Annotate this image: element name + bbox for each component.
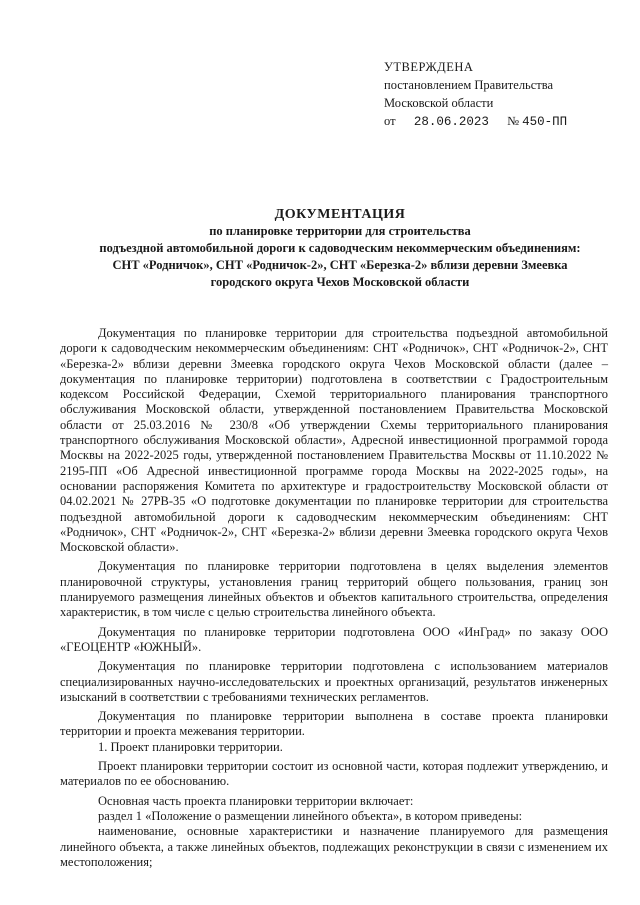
- approval-line-1: постановлением Правительства: [384, 78, 554, 92]
- title-line-1: ДОКУМЕНТАЦИЯ: [274, 207, 406, 222]
- title-line-2: по планировке территории для строительства: [209, 224, 471, 238]
- approval-number-sign: №: [507, 114, 520, 128]
- paragraph-3: Документация по планировке территории подготовлена ООО «ИнГрад» по заказу ООО «ГЕОЦЕНТР «ЮЖНЫЙ».: [60, 624, 608, 654]
- paragraph-6: 1. Проект планировки территории.: [98, 739, 283, 754]
- approval-block: [384, 58, 567, 131]
- approval-date-line: [384, 112, 567, 131]
- paragraph-10: наименование, основные характеристики и назначение планируемого для размещения линейного объекта, а также линейных объектов, подлежащих реконструкции в связи с изменением их местоположения;: [60, 824, 608, 869]
- approval-number: 450-ПП: [522, 115, 568, 129]
- paragraph-4: Документация по планировке территории подготовлена с использованием материалов специализированных научно-исследовательских и проектных организаций, результатов инженерных изысканий в соответствии с требованиями технических регламентов.: [60, 659, 608, 704]
- document-body: [60, 326, 608, 870]
- paragraph-7: Проект планировки территории состоит из основной части, которая подлежит утверждению, и материалов по ее обоснованию.: [60, 759, 608, 789]
- paragraph-8: Основная часть проекта планировки территории включает:: [98, 793, 414, 808]
- approval-line-2: Московской области: [384, 96, 494, 110]
- title-line-5: городского округа Чехов Московской области: [210, 275, 470, 289]
- approval-heading: УТВЕРЖДЕНА: [384, 60, 474, 74]
- title-line-4: СНТ «Родничок», СНТ «Родничок-2», СНТ «Березка-2» вблизи деревни Змеевка: [112, 258, 568, 272]
- approval-date: 28.06.2023: [413, 115, 489, 129]
- paragraph-1: Документация по планировке территории для строительства подъездной автомобильной дороги к садоводческим некоммерческим объединениям: СНТ «Родничок», СНТ «Родничок-2», СНТ «Березка-2» вблизи деревни Змеевка городского округа Чехов Московской области (далее – документация по планировке территории) подготовлена в соответствии с Градостроительным кодексом Российской Федерации, Схемой территориального планирования транспортного обслуживания Московской области, утвержденной постановлением Правительства Московской области от 25.03.2016 № 230/8 «Об утверждении Схемы территориального планирования транспортного обслуживания Московской области», Адресной инвестиционной программой города Москвы на 2022-2025 годы, утвержденной постановлением Правительства Москвы от 11.10.2022 № 2195-ПП «Об Адресной инвестиционной программе города Москвы на 2022-2025 годы», на основании распоряжения Комитета по архитектуре и градостроительству Московской области от 04.02.2021 № 27РВ-35 «О подготовке документации по планировке территории для строительства подъездной автомобильной дороги к садоводческим некоммерческим объединениям: СНТ «Родничок», СНТ «Родничок-2», СНТ «Березка-2» вблизи деревни Змеевка городского округа Чехов Московской области».: [60, 326, 608, 555]
- paragraph-5: Документация по планировке территории выполнена в составе проекта планировки территории и проекта межевания территории.: [60, 709, 608, 739]
- paragraph-2: Документация по планировке территории подготовлена в целях выделения элементов планировочной структуры, установления границ территорий общего пользования, границ зон планируемого размещения линейных объектов и объектов капитального строительства, определения характеристик, в том числе с целью строительства линейного объекта.: [60, 559, 608, 620]
- document-title: [80, 206, 600, 291]
- paragraph-9: раздел 1 «Положение о размещении линейного объекта», в котором приведены:: [98, 808, 523, 823]
- title-line-3: подъездной автомобильной дороги к садоводческим некоммерческим объединениям:: [99, 241, 581, 255]
- approval-from-label: от: [384, 114, 396, 128]
